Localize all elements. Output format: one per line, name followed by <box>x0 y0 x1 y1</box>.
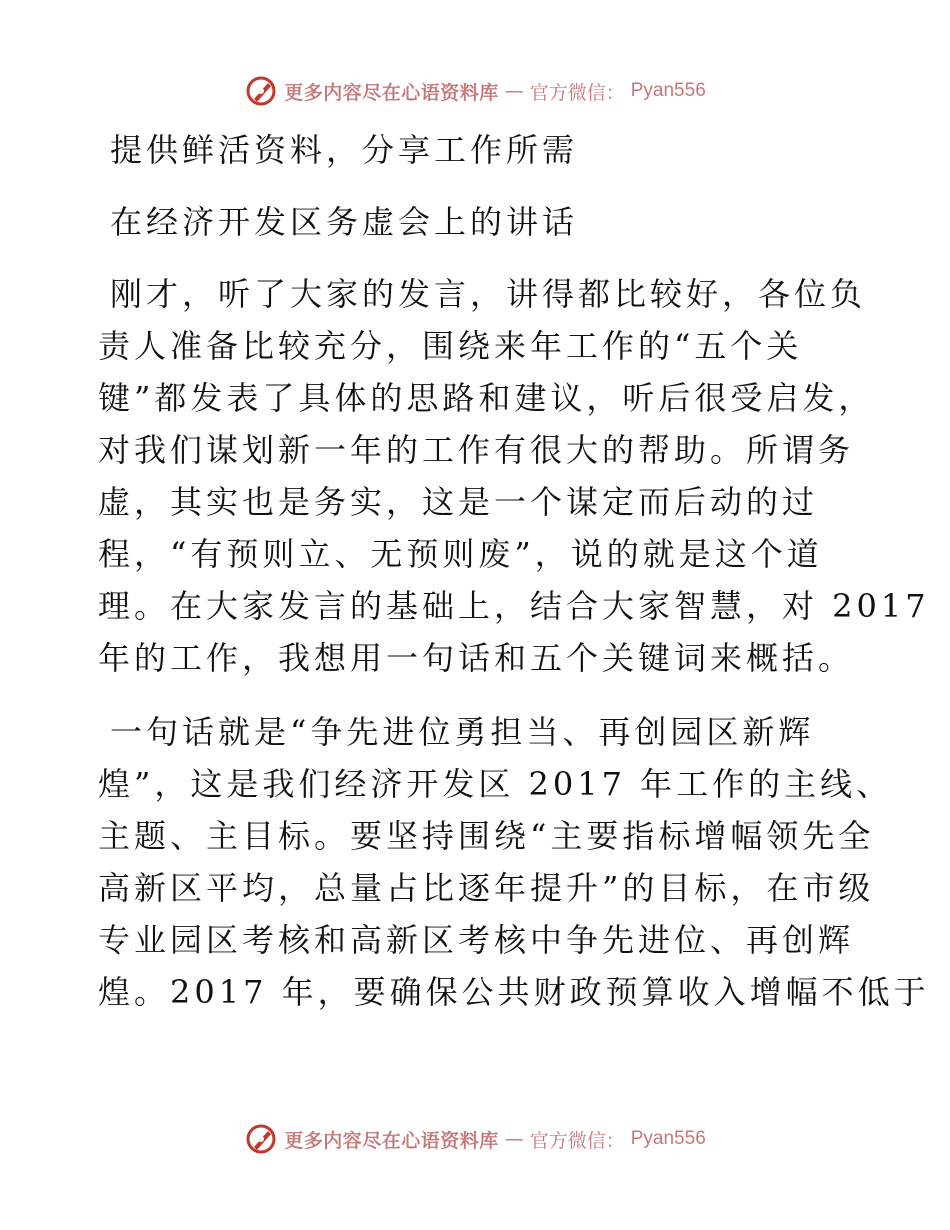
text-line: 主题、主目标。要坚持围绕“主要指标增幅领先全 <box>98 817 875 855</box>
text-line: 专业园区考核和高新区考核中争先进位、再创辉 <box>98 921 855 959</box>
document-title: 在经济开发区务虚会上的讲话 <box>110 203 579 241</box>
text-line: 煌。2017 年，要确保公共财政预算收入增幅不低于 <box>98 973 930 1011</box>
text-line: 责人准备比较充分，围绕来年工作的“五个关 <box>98 327 803 365</box>
text-line: 一句话就是“争先进位勇担当、再创园区新辉 <box>110 713 815 751</box>
footer-watermark <box>0 1122 950 1156</box>
document-tagline: 提供鲜活资料，分享工作所需 <box>110 131 579 169</box>
paragraph-1 <box>98 268 930 684</box>
watermark-official-label: 官方微信： <box>529 1129 625 1152</box>
watermark-official-label: 官方微信： <box>529 81 625 104</box>
header-watermark <box>0 74 950 108</box>
text-line: 对我们谋划新一年的工作有很大的帮助。所谓务 <box>98 431 855 469</box>
watermark-dash: — <box>504 1128 524 1150</box>
text-line: 程，“有预则立、无预则废”，说的就是这个道 <box>98 535 823 573</box>
text-line: 虚，其实也是务实，这是一个谋定而后动的过 <box>98 483 819 521</box>
text-line: 刚才，听了大家的发言，讲得都比较好，各位负 <box>110 275 867 313</box>
watermark-text: 更多内容尽在心语资料库 <box>284 1129 499 1152</box>
text-line: 理。在大家发言的基础上，结合大家智慧，对 2017 <box>98 587 930 625</box>
watermark-text: 更多内容尽在心语资料库 <box>284 81 499 104</box>
text-line: 年的工作，我想用一句话和五个关键词来概括。 <box>98 639 855 677</box>
paragraph-2 <box>98 706 930 1018</box>
document-body <box>98 124 930 1040</box>
text-line: 键”都发表了具体的思路和建议，听后很受启发， <box>98 379 875 417</box>
pen-logo-icon <box>244 74 278 108</box>
watermark-wechat-id: Pyan556 <box>630 80 706 101</box>
watermark-dash: — <box>504 80 524 102</box>
pen-logo-icon <box>244 1122 278 1156</box>
watermark-wechat-id: Pyan556 <box>630 1128 706 1149</box>
text-line: 煌”，这是我们经济开发区 2017 年工作的主线、 <box>98 765 893 803</box>
text-line: 高新区平均，总量占比逐年提升”的目标，在市级 <box>98 869 875 907</box>
